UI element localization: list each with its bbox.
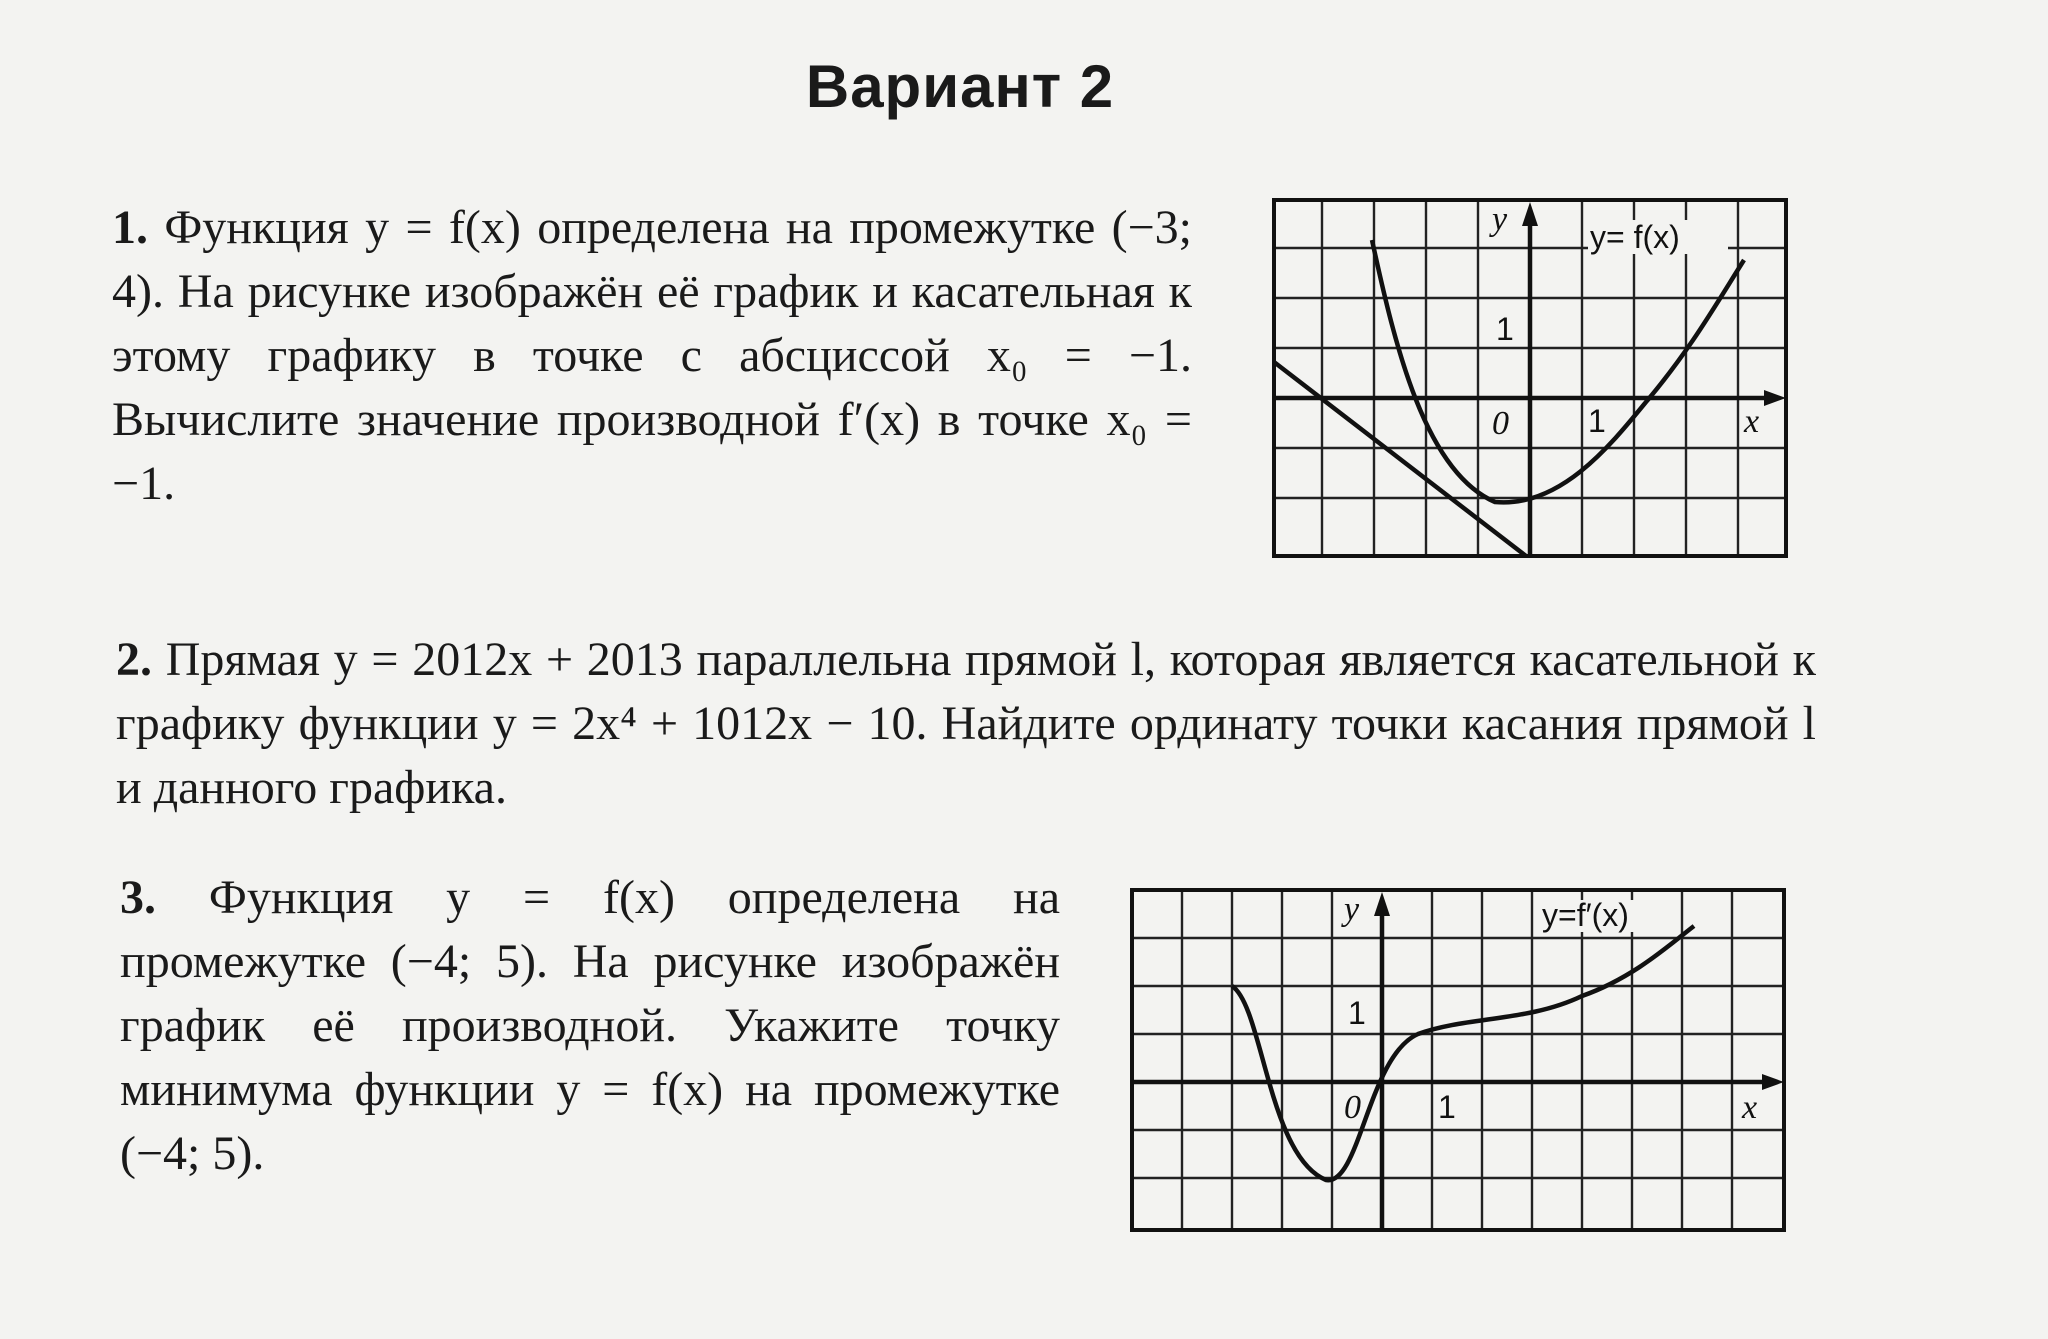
problem-1-y-label: y bbox=[1492, 201, 1508, 238]
problem-3-text: Функция y = f(x) определена на промежутке (−4; 5). На рисунке изображён график её производной. Укажите точку минимума функции y = f(x) на промежутке (−4; 5). bbox=[120, 871, 1061, 1180]
problem-1 bbox=[112, 196, 1192, 516]
problem-1-x-label: x bbox=[1744, 403, 1760, 440]
problem-3-derivative-curve bbox=[1232, 926, 1694, 1180]
problem-2-text: Прямая y = 2012x + 2013 параллельна прямой l, которая является касательной к графику функции y = 2x⁴ + 1012x − 10. Найдите ординату точки касания прямой l и данного графика. bbox=[116, 633, 1817, 814]
problem-1-x-arrow bbox=[1764, 390, 1786, 406]
problem-1-function-label: y= f(x) bbox=[1590, 219, 1680, 255]
problem-1-text: Функция y = f(x) определена на промежутке (−3; 4). На рисунке изображён её график и касательная к этому графику в точке с абсциссой x₀ = −1. Вычислите значение производной f′(x) в точке x₀ = −1. bbox=[112, 201, 1192, 510]
problem-3-graph bbox=[1128, 886, 1788, 1234]
problem-3-function-label: y=f′(x) bbox=[1542, 897, 1629, 933]
problem-3-y-unit-label: 1 bbox=[1348, 995, 1366, 1031]
problem-1-tangent-line bbox=[1274, 362, 1526, 556]
problem-3-y-label: y bbox=[1344, 891, 1360, 928]
variant-title: Вариант 2 bbox=[805, 53, 1115, 120]
problem-3-y-arrow bbox=[1374, 892, 1390, 916]
problem-3-origin-label: 0 bbox=[1344, 1089, 1361, 1126]
problem-3-x-label: x bbox=[1742, 1089, 1758, 1126]
problem-1-y-unit-label: 1 bbox=[1496, 311, 1514, 347]
problem-1-graph bbox=[1270, 196, 1790, 560]
problem-1-x-unit-label: 1 bbox=[1588, 403, 1606, 439]
problem-3-x-unit-label: 1 bbox=[1438, 1089, 1456, 1125]
problem-3-x-arrow bbox=[1762, 1074, 1784, 1090]
problem-1-function-curve bbox=[1372, 240, 1744, 502]
problem-2-number: 2. bbox=[116, 633, 152, 686]
problem-3-grid bbox=[1132, 890, 1784, 1230]
problem-3 bbox=[120, 866, 1060, 1186]
problem-1-y-arrow bbox=[1522, 202, 1538, 226]
problem-2 bbox=[116, 628, 1816, 820]
problem-3-number: 3. bbox=[120, 871, 156, 924]
problem-1-number: 1. bbox=[112, 201, 148, 254]
problem-1-origin-label: 0 bbox=[1492, 405, 1509, 442]
